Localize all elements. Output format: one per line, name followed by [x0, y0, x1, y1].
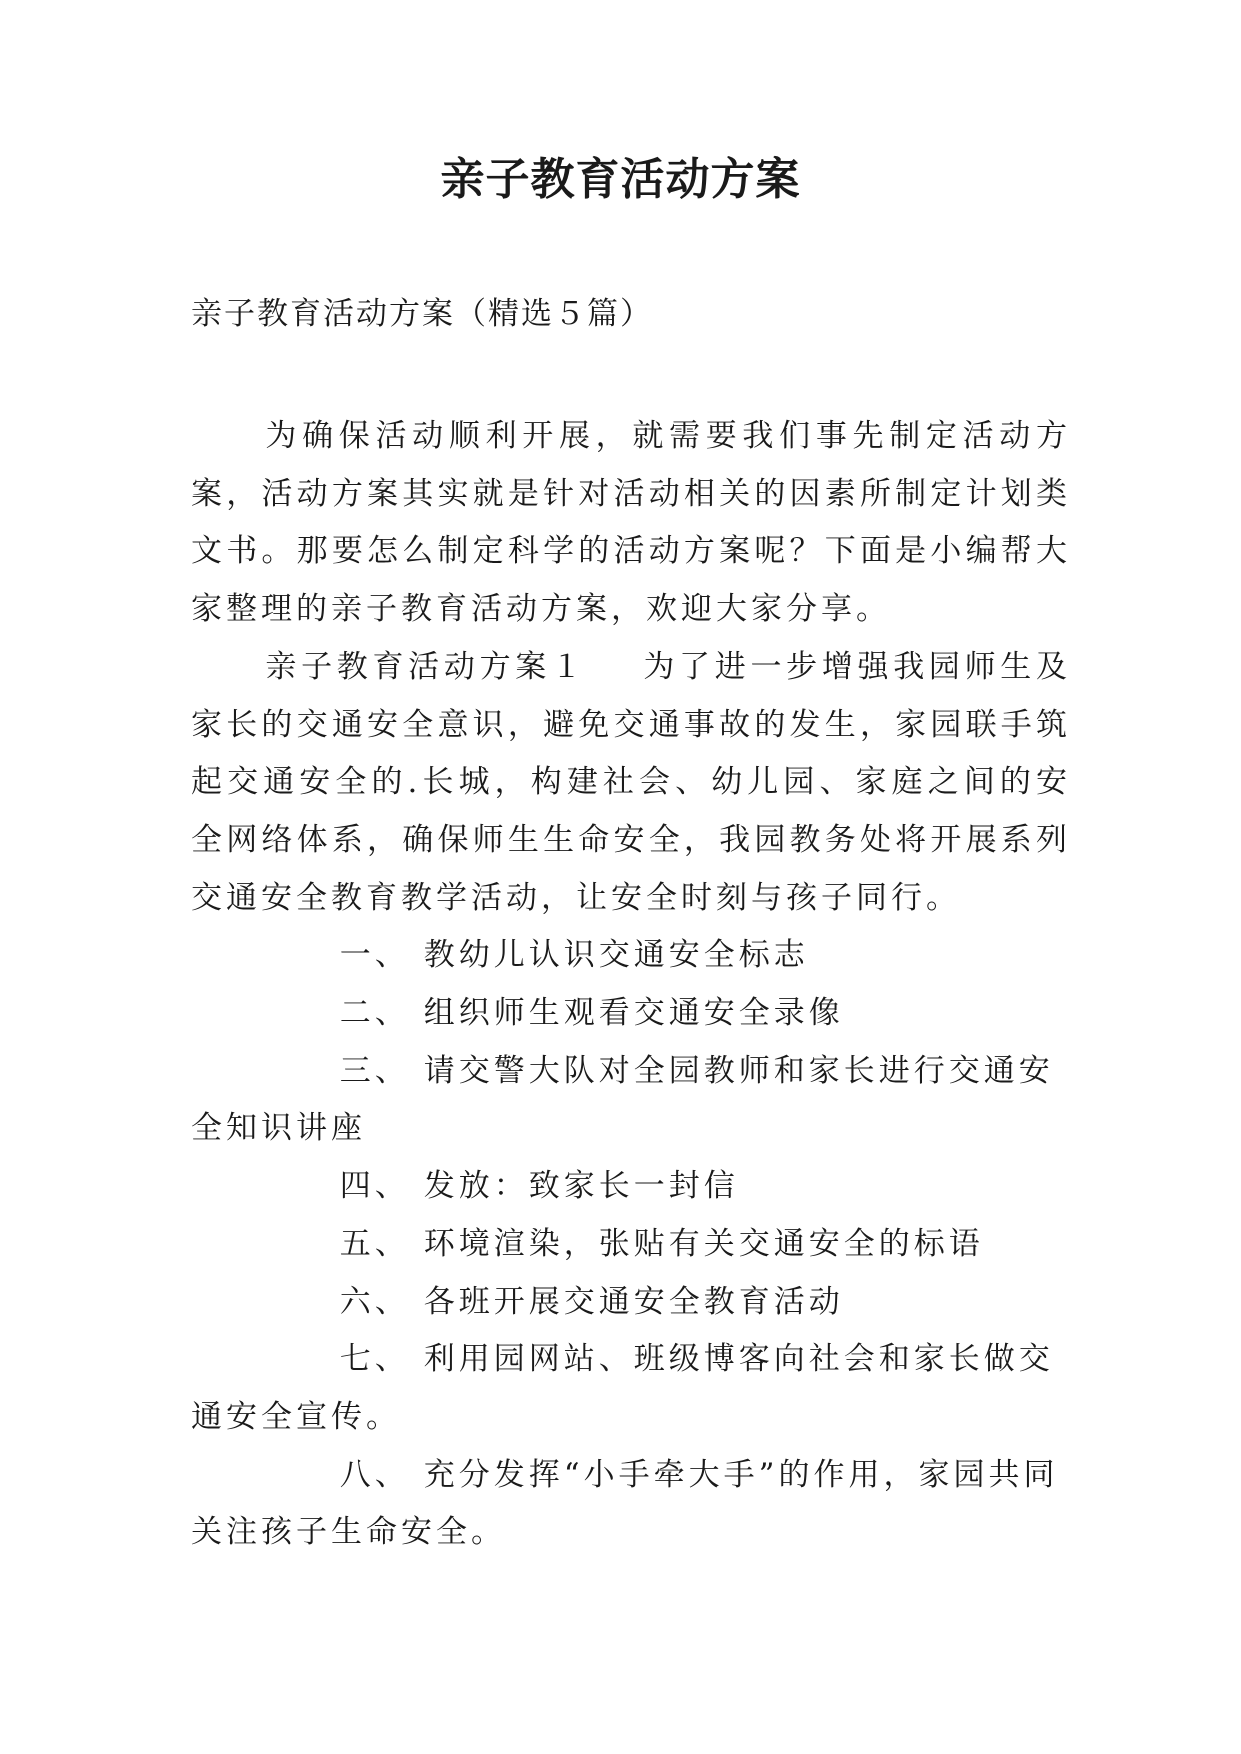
list-item	[191, 985, 1071, 1043]
list-item	[191, 927, 1071, 985]
list-marker: 三、	[339, 1052, 410, 1089]
list-text: 利用园网站、班级博客向社会和家长做交通安全宣传。	[191, 1341, 1054, 1435]
list-text: 发放：致家长一封信	[423, 1168, 739, 1205]
list-text: 教幼儿认识交通安全标志	[423, 937, 809, 974]
intro-paragraph: 为确保活动顺利开展，就需要我们事先制定活动方案，活动方案其实就是针对活动相关的因素所制定计划类文书。那要怎么制定科学的活动方案呢？下面是小编帮大家整理的亲子教育活动方案，欢迎大家分享。	[191, 418, 1071, 628]
list-marker: 一、	[339, 937, 410, 974]
document-subtitle: 亲子教育活动方案（精选５篇）	[191, 296, 653, 332]
list-marker: 七、	[339, 1341, 410, 1378]
list-text: 组织师生观看交通安全录像	[423, 995, 844, 1032]
list-item	[191, 1331, 1071, 1446]
list-marker: 四、	[339, 1168, 410, 1205]
list-item	[191, 1043, 1071, 1158]
section-1-text: 为了进一步增强我园师生及家长的交通安全意识，避免交通事故的发生，家园联手筑起交通安全的.长城，构建社会、幼儿园、家庭之间的安全网络体系，确保师生生命安全，我园教务处将开展系列交通安全教育教学活动，让安全时刻与孩子同行。	[191, 648, 1072, 916]
list-marker: 五、	[339, 1225, 410, 1262]
list-item	[191, 1158, 1071, 1216]
list-text: 请交警大队对全园教师和家长进行交通安全知识讲座	[191, 1052, 1054, 1147]
list-item	[191, 1274, 1071, 1332]
list-item	[191, 1216, 1071, 1274]
list-marker: 六、	[339, 1283, 410, 1320]
list-text: 充分发挥“小手牵大手”的作用，家园共同关注孩子生命安全。	[191, 1456, 1059, 1551]
section-1-paragraph	[191, 639, 1071, 928]
section-1-heading: 亲子教育活动方案１	[265, 648, 587, 685]
list-item	[191, 1447, 1071, 1562]
list-marker: 二、	[339, 995, 410, 1032]
document-title: 亲子教育活动方案	[440, 154, 801, 205]
document-body	[191, 408, 1071, 1562]
list-text: 环境渲染，张贴有关交通安全的标语	[423, 1225, 984, 1262]
list-text: 各班开展交通安全教育活动	[423, 1283, 844, 1320]
list-marker: 八、	[339, 1456, 410, 1493]
